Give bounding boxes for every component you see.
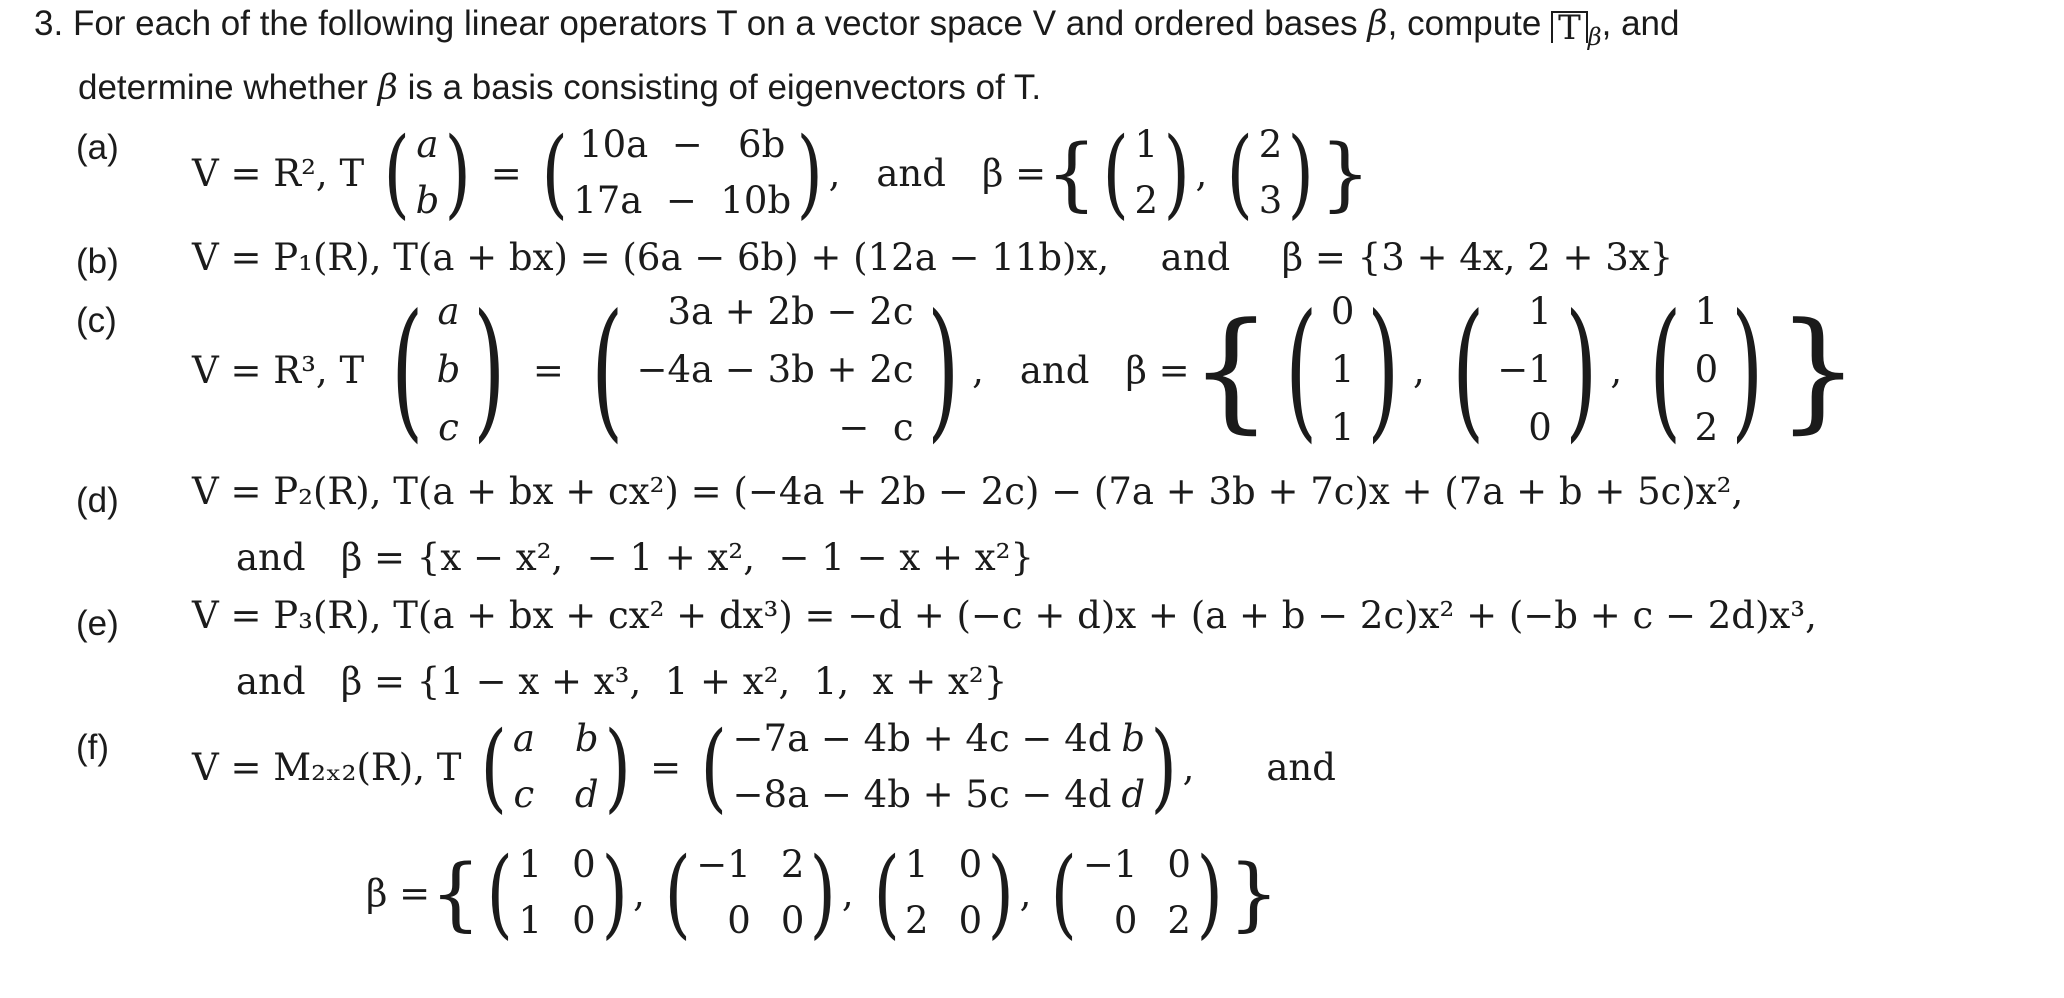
basis-entry: 1 — [518, 842, 543, 886]
part-c-basis-vector-1: ( 0 1 1 ) — [1285, 283, 1400, 457]
part-b-expr: V = P₁(R), T(a + bx) = (6a − 6b) + (12a − 11b)x, — [192, 236, 1110, 279]
part-d-line-2 — [236, 536, 1034, 579]
output-entry: b — [1121, 716, 1146, 760]
part-d — [192, 470, 1743, 513]
basis-entry: 1 — [1330, 347, 1355, 391]
output-entry: d — [1121, 772, 1146, 816]
basis-entry: 2 — [1134, 178, 1159, 222]
basis-entry: 0 — [1167, 842, 1191, 886]
basis-entry: 2 — [780, 842, 805, 886]
part-e-expr: V = P₃(R), T(a + bx + cx² + dx³) = −d + (−c + d)x + (a + b − 2c)x² + (−b + c − 2d)x³, — [192, 594, 1817, 637]
basis-entry: 0 — [727, 898, 751, 942]
label-d: (d) — [76, 481, 119, 520]
part-f-input-matrix: ( a b c d ) — [481, 711, 631, 823]
problem-text-1c: , and — [1601, 4, 1680, 43]
output-entry: 3a + 2b − 2c — [667, 289, 914, 333]
basis-entry: 1 — [1134, 122, 1159, 166]
output-entry: −7a − 4b + 4c − 4d — [732, 716, 1112, 760]
basis-entry: −1 — [1497, 347, 1552, 391]
input-entry: b — [574, 716, 599, 760]
beta-subscript: β — [1587, 23, 1602, 51]
part-f-output-matrix: ( −7a − 4b + 4c − 4d b −8a − 4b + 5c − 4d d ) — [700, 711, 1177, 823]
part-f-and: and — [1266, 745, 1336, 789]
part-f-basis-matrix-3: ( 1 0 2 0 ) — [873, 837, 1014, 949]
part-e-line-2 — [236, 660, 1007, 703]
basis-entry: 0 — [1528, 405, 1552, 449]
input-entry: b — [436, 347, 461, 391]
problem-number: 3. — [34, 4, 64, 43]
part-c-basis-vector-2: ( 1 −1 0 ) — [1451, 283, 1598, 457]
part-c-basis-vector-3: ( 1 0 2 ) — [1649, 283, 1764, 457]
basis-entry: 3 — [1258, 178, 1283, 222]
part-f-basis: β = { ( 1 0 1 0 ) , ( −1 2 0 0 ) , ( 1 0 2 0 ) , ( −1 0 0 2 ) } — [366, 837, 1280, 949]
label-a: (a) — [76, 128, 119, 167]
problem-text-2b: is a basis consisting of eigenvectors of T. — [397, 68, 1042, 107]
basis-entry: 0 — [1694, 347, 1719, 391]
part-f-basis-matrix-1: ( 1 0 1 0 ) — [486, 837, 628, 949]
input-entry: c — [513, 772, 535, 816]
basis-entry: 2 — [1167, 898, 1191, 942]
part-a-and: and — [876, 151, 946, 195]
part-e-basis: and β = {1 − x + x³, 1 + x², 1, x + x²} — [236, 660, 1008, 703]
part-c: V = R³, T ( a b c ) = ( 3a + 2b − 2c −4a − 3b + 2c − c ) , and β = { ( 0 1 1 ) , ( 1 −1 0 ) , ( 1 0 2 ) } — [192, 283, 1860, 457]
basis-entry: −1 — [696, 842, 751, 886]
part-a-basis-vector-1: ( 1 2 ) — [1102, 117, 1190, 229]
beta-symbol: β — [1367, 4, 1388, 44]
part-a: V = R², T ( a b ) = ( 10a − 6b 17a − 10b ) , and β = { ( 1 2 ) , ( 2 3 ) } — [192, 117, 1371, 229]
part-c-input-vector: ( a b c ) — [391, 283, 506, 457]
part-f-basis-matrix-2: ( −1 2 0 0 ) — [664, 837, 837, 949]
T-symbol: T — [1558, 8, 1581, 48]
basis-entry: 2 — [1258, 122, 1283, 166]
output-entry: − c — [838, 405, 914, 449]
problem-text-2a: determine whether — [78, 68, 378, 107]
input-entry: d — [574, 772, 599, 816]
basis-entry: 0 — [1113, 898, 1138, 942]
bracket-T — [1551, 8, 1588, 48]
input-entry: c — [438, 405, 459, 449]
part-f-beta: β = — [366, 871, 431, 915]
part-c-space: V = R³, T — [192, 348, 365, 392]
basis-entry: 1 — [905, 842, 929, 886]
output-entry: 10a − 6b — [579, 122, 786, 166]
part-f: V = M₂ₓ₂(R), T ( a b c d ) = ( −7a − 4b + 4c − 4d b −8a − 4b + 5c − 4d d ) , and — [192, 711, 1336, 823]
input-entry: a — [416, 122, 439, 166]
part-a-space: V = R², T — [192, 151, 365, 195]
output-entry: −4a − 3b + 2c — [636, 347, 914, 391]
part-e — [192, 594, 1817, 637]
basis-entry: 0 — [572, 842, 596, 886]
beta-symbol-2: β — [377, 68, 398, 108]
basis-entry: 1 — [1528, 289, 1552, 333]
part-b-beta: β = {3 + 4x, 2 + 3x} — [1281, 236, 1674, 279]
output-entry: 17a − 10b — [573, 178, 792, 222]
label-b: (b) — [76, 242, 119, 281]
label-f: (f) — [76, 728, 110, 767]
basis-entry: 1 — [518, 898, 543, 942]
basis-entry: 0 — [1330, 289, 1355, 333]
input-entry: b — [415, 178, 440, 222]
basis-entry: 1 — [1330, 405, 1355, 449]
label-c: (c) — [76, 301, 117, 340]
part-b-and: and — [1160, 236, 1231, 279]
problem-text-1b: , compute — [1387, 4, 1552, 43]
part-a-basis-vector-2: ( 2 3 ) — [1226, 117, 1315, 229]
input-entry: a — [437, 289, 460, 333]
part-c-output-vector: ( 3a + 2b − 2c −4a − 3b + 2c − c ) — [591, 283, 959, 457]
basis-entry: 2 — [905, 898, 929, 942]
part-a-beta: β = — [981, 151, 1047, 195]
basis-entry: 0 — [958, 842, 983, 886]
part-c-beta: β = — [1125, 348, 1190, 392]
basis-entry: 1 — [1694, 289, 1719, 333]
basis-entry: 0 — [780, 898, 805, 942]
basis-entry: −1 — [1082, 842, 1138, 886]
basis-entry: 2 — [1694, 405, 1719, 449]
label-e: (e) — [76, 604, 119, 643]
part-d-expr: V = P₂(R), T(a + bx + cx²) = (−4a + 2b − 2c) − (7a + 3b + 7c)x + (7a + b + 5c)x², — [192, 470, 1744, 513]
problem-text-1a: For each of the following linear operators T on a vector space V and ordered bases — [72, 4, 1368, 43]
part-a-output-vector: ( 10a − 6b 17a − 10b ) — [541, 117, 823, 229]
part-a-input-vector: ( a b ) — [383, 117, 472, 229]
part-d-basis: and β = {x − x², − 1 + x², − 1 − x + x²} — [236, 536, 1034, 579]
input-entry: a — [512, 716, 535, 760]
part-f-space: V = M₂ₓ₂(R), T — [192, 745, 462, 789]
problem-line-2 — [78, 68, 1041, 108]
problem-line-1 — [34, 4, 1680, 51]
part-f-basis-matrix-4: ( −1 0 0 2 ) — [1050, 837, 1223, 949]
part-b — [192, 236, 1673, 279]
part-c-and: and — [1019, 348, 1090, 392]
basis-entry: 0 — [572, 898, 596, 942]
output-entry: −8a − 4b + 5c − 4d — [732, 772, 1112, 816]
basis-entry: 0 — [958, 898, 983, 942]
